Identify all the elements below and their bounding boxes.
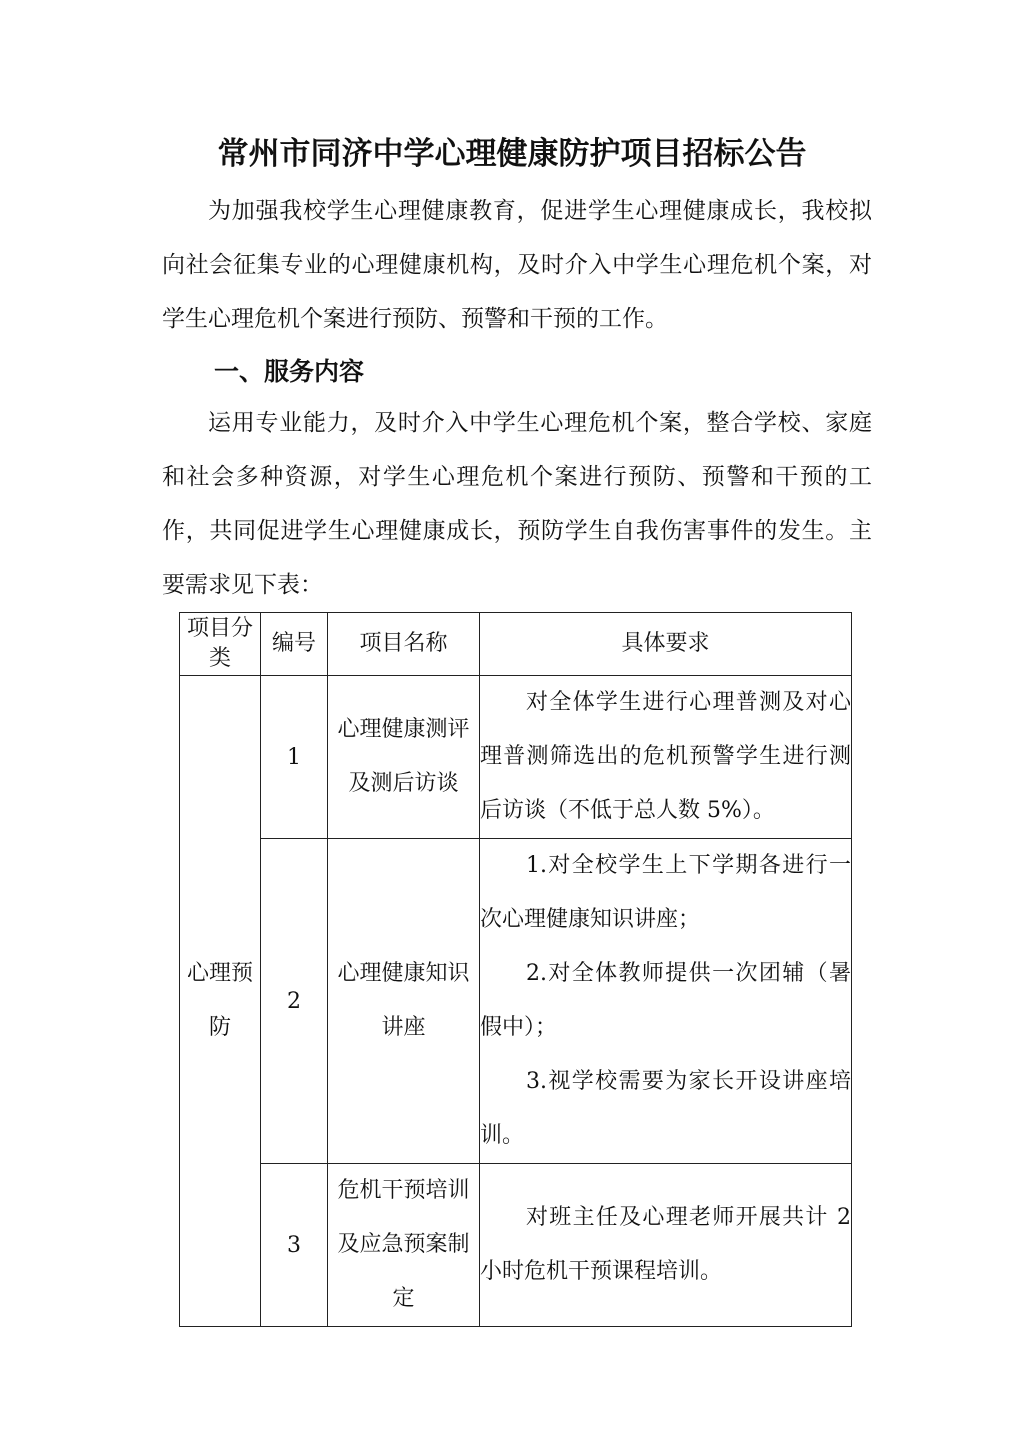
row-number: 1	[261, 676, 328, 839]
table-row	[180, 1164, 852, 1327]
row-requirements	[480, 839, 852, 1164]
row-requirements	[480, 1164, 852, 1327]
row-number: 3	[261, 1164, 328, 1327]
requirement-line: 2.对全体教师提供一次团辅（暑假中）；	[480, 961, 851, 1040]
requirement-line: 对班主任及心理老师开展共计 2 小时危机干预课程培训。	[480, 1205, 851, 1284]
row-requirements	[480, 676, 852, 839]
page-title: 常州市同济中学心理健康防护项目招标公告	[217, 136, 807, 172]
service-content-paragraph: 运用专业能力，及时介入中学生心理危机个案，整合学校、家庭和社会多种资源，对学生心理危机个案进行预防、预警和干预的工作，共同促进学生心理健康成长，预防学生自我伤害事件的发生。主要需求见下表：	[162, 410, 872, 598]
requirement-line: 3.视学校需要为家长开设讲座培训。	[480, 1069, 851, 1148]
requirements-table	[179, 612, 852, 1327]
row-item-name: 危机干预培训及应急预案制定	[328, 1164, 480, 1327]
header-category: 项目分类	[180, 613, 261, 676]
table-row	[180, 839, 852, 1164]
header-number: 编号	[261, 613, 328, 676]
intro-paragraph: 为加强我校学生心理健康教育，促进学生心理健康成长，我校拟向社会征集专业的心理健康机构，及时介入中学生心理危机个案，对学生心理危机个案进行预防、预警和干预的工作。	[162, 198, 872, 332]
header-item-name: 项目名称	[328, 613, 480, 676]
row-item-name: 心理健康知识讲座	[328, 839, 480, 1164]
row-item-name: 心理健康测评及测后访谈	[328, 676, 480, 839]
header-requirements: 具体要求	[480, 613, 852, 676]
table-header-row	[180, 613, 852, 676]
requirement-line: 对全体学生进行心理普测及对心理普测筛选出的危机预警学生进行测后访谈（不低于总人数 5%）。	[480, 690, 851, 823]
row-number: 2	[261, 839, 328, 1164]
table-row	[180, 676, 852, 839]
category-cell: 心理预防	[180, 676, 261, 1327]
requirement-line: 1.对全校学生上下学期各进行一次心理健康知识讲座；	[480, 853, 851, 932]
section-heading-service-content: 一、服务内容	[214, 357, 365, 386]
